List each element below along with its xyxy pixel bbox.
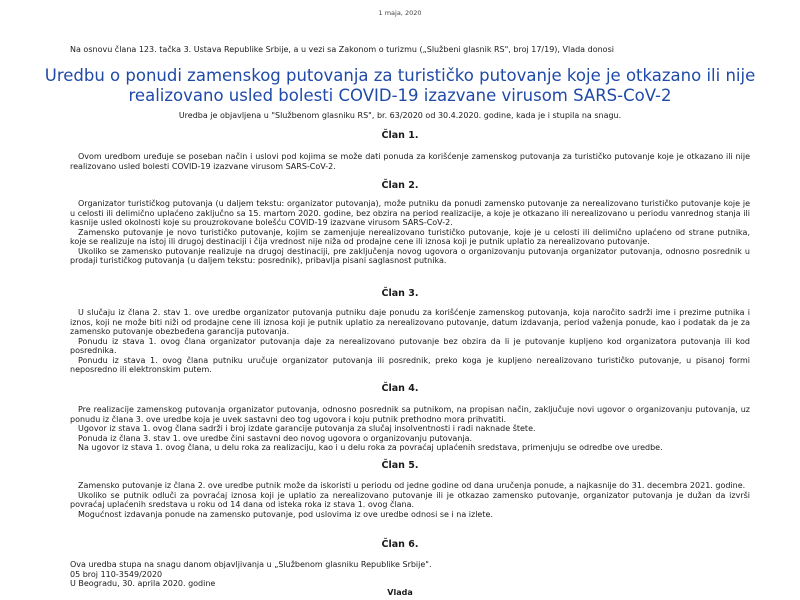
closing-block	[70, 560, 670, 589]
paragraph: Ponudu iz stava 1. ovog člana organizator putovanja daje za nerealizovano putovanje bez obzira da li je putovanje kupljeno kod organizatora putovanja ili kod posrednika.	[70, 336, 750, 355]
place-date: U Beogradu, 30. aprila 2020. godine	[70, 579, 216, 588]
paragraph: Zamensko putovanje je novo turističko putovanje, kojim se zamenjuje nerealizovano turističko putovanje, koje je u celosti ili delimično uplaćeno od strane putnika, koje se realizuje na istoj ili drugoj destinaciji i čija vrednost nije niža od prodajne cene ili iznosa koji je putnik uplatio za nerealizovano putovanje.	[70, 227, 750, 246]
article-heading: Član 3.	[381, 288, 419, 299]
paragraph: Ovom uredbom uređuje se poseban način i uslovi pod kojima se može dati ponuda za korišćenje zamenskog putovanja za turističko putovanje koje je otkazano ili nije realizovano usled bolesti COVID-19 izazvane virusom SARS-CoV-2.	[70, 152, 750, 171]
publication-note: Uredba je objavljena u "Službenom glasniku RS", br. 63/2020 od 30.4.2020. godine, kada je i stupila na snagu.	[178, 111, 622, 120]
article-heading: Član 5.	[381, 460, 419, 471]
paragraph: Zamensko putovanje iz člana 2. ove uredbe putnik može da iskoristi u periodu od jedne godine od dana uručenja ponude, a najkasnije do 31. decembra 2021. godine.	[78, 481, 746, 490]
article-body	[70, 308, 750, 375]
paragraph: Organizator turističkog putovanja (u daljem tekstu: organizator putovanja), može putniku da ponudi zamensko putovanje za nerealizovano turističko putovanje koje je u celosti ili delimično uplaćeno zaključno sa 15. martom 2020. godine, bez obzira na period realizacije, a koje je otkazano ili nerealizovano u periodu vanrednog stanja ili kasnije usled okolnosti koje su prouzrokovane bolešću COVID-19 izazvane virusom SARS-CoV-2.	[70, 199, 750, 227]
paragraph: Pre realizacije zamenskog putovanja organizator putovanja, odnosno posrednik sa putnikom, na propisan način, zaključuje novi ugovor o organizovanju putovanja, uz ponudu iz člana 3. ove uredbe koja je uvek sastavni deo tog ugovora i koju putnik prethodno mora prihvatiti.	[70, 405, 750, 424]
article-body	[70, 199, 750, 266]
decree-number: 05 broj 110-3549/2020	[70, 569, 163, 579]
issuer: Vlada	[387, 588, 413, 597]
paragraph: Ova uredba stupa na snagu danom objavljivanja u „Službenom glasniku Republike Srbije".	[70, 560, 432, 569]
article-heading: Član 2.	[381, 180, 419, 191]
article-heading: Član 6.	[381, 539, 419, 550]
article-heading: Član 4.	[381, 383, 419, 394]
article-body	[70, 152, 750, 171]
article-heading: Član 1.	[381, 130, 419, 141]
paragraph: U slučaju iz člana 2. stav 1. ove uredbe organizator putovanja putniku daje ponudu za korišćenje zamenskog putovanja, koja naročito sadrži ime i prezime putnika i iznos, koji ne može biti niži od prodajne cene ili iznosa koji je putnik uplatio za nerealizovano putovanje, datum izdavanja, period važenja ponude, kao i podatak da je za zamensko putovanje obezbeđena garancija putovanja.	[70, 308, 750, 336]
document-title: Uredbu o ponudi zamenskog putovanja za turističko putovanje koje je otkazano ili nije realizovano usled bolesti COVID-19 izazvane virusom SARS-CoV-2	[44, 66, 756, 105]
article-body	[70, 405, 750, 453]
paragraph: Mogućnost izdavanja ponude na zamensko putovanje, pod uslovima iz ove uredbe odnosi se i na izlete.	[78, 509, 493, 519]
paragraph: Na ugovor iz stava 1. ovog člana, u delu roka za realizaciju, kao i u delu roka za povraćaj uplaćenih sredstava, primenjuju se odredbe ove uredbe.	[78, 443, 663, 452]
preamble: Na osnovu člana 123. tačka 3. Ustava Republike Srbije, a u vezi sa Zakonom o turizmu („Službeni glasnik RS", broj 17/19), Vlada donosi	[70, 45, 614, 54]
paragraph: Ukoliko se zamensko putovanje realizuje na drugoj destinaciji, pre zaključenja novog ugovora o organizovanju putovanja organizator putovanja, odnosno posrednik u prodaji turističkog putovanja (u daljem tekstu: posrednik), pribavlja pisani saglasnost putnika.	[70, 246, 750, 265]
paragraph: Ugovor iz stava 1. ovog člana sadrži i broj izdate garancije putovanja za slučaj insolventnosti i radi naknade štete.	[78, 424, 536, 433]
article-body	[70, 481, 750, 519]
paragraph: Ponuda iz člana 3. stav 1. ove uredbe čini sastavni deo novog ugovora o organizovanju putovanja.	[78, 433, 473, 443]
paragraph: Ukoliko se putnik odluči za povraćaj iznosa koji je uplatio za nerealizovano putovanje ili je otkazao zamensko putovanje, organizator putovanja je dužan da izvrši povraćaj uplaćenih sredstava u roku od 14 dana od isteka roka iz stava 1. ovog člana.	[70, 490, 750, 509]
paragraph: Ponudu iz stava 1. ovog člana putniku uručuje organizator putovanja ili posrednik, preko koga je kupljeno nerealizovano turističko putovanje, u pisanoj formi neposredno ili elektronskim putem.	[70, 355, 750, 374]
document-date: 1 maja, 2020	[378, 9, 422, 17]
